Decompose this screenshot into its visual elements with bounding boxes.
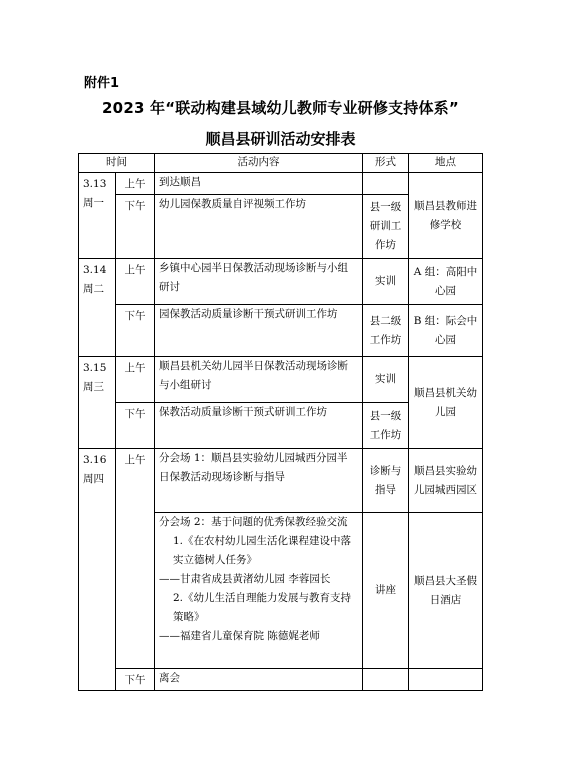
activity-form	[363, 173, 409, 195]
session-title: 分会场 2：基于问题的优秀保教经验交流	[159, 516, 348, 528]
weekday: 周二	[83, 283, 104, 295]
header-location: 地点	[409, 154, 483, 173]
activity-content: 顺昌县机关幼儿园半日保教活动现场诊断与小组研讨	[155, 357, 363, 403]
table-row	[79, 449, 483, 513]
date-cell	[79, 259, 116, 357]
activity-form: 县二级工作坊	[363, 305, 409, 357]
date-cell	[79, 173, 116, 259]
talk-1-title: 1.《在农村幼儿园生活化课程建设中落实立德树人任务》	[173, 535, 352, 566]
date: 3.16	[83, 454, 107, 466]
activity-content: 到达顺昌	[155, 173, 363, 195]
date-cell	[79, 357, 116, 449]
am-label: 上午	[116, 173, 155, 195]
activity-content: 保教活动质量诊断干预式研训工作坊	[155, 403, 363, 449]
date: 3.13	[83, 178, 107, 190]
talk-2-speaker: ——福建省儿童保育院 陈德娓老师	[159, 630, 320, 642]
pm-label: 下午	[116, 195, 155, 259]
activity-content: 离会	[155, 669, 363, 691]
schedule-table	[78, 153, 483, 691]
weekday: 周一	[83, 197, 104, 209]
pm-label: 下午	[116, 403, 155, 449]
activity-location: A 组：高阳中心园	[409, 259, 483, 305]
pm-label: 下午	[116, 305, 155, 357]
table-row	[79, 669, 483, 691]
date-cell	[79, 449, 116, 691]
activity-location: 顺昌县大圣假日酒店	[409, 513, 483, 669]
activity-content	[155, 513, 363, 669]
am-label: 上午	[116, 357, 155, 403]
activity-content: 分会场 1：顺昌县实验幼儿园城西分园半日保教活动现场诊断与指导	[155, 449, 363, 513]
activity-location: 顺昌县机关幼儿园	[409, 357, 483, 449]
date: 3.14	[83, 264, 107, 276]
table-row	[79, 259, 483, 305]
header-form: 形式	[363, 154, 409, 173]
activity-form: 县一级研训工作坊	[363, 195, 409, 259]
activity-content: 乡镇中心园半日保教活动现场诊断与小组研讨	[155, 259, 363, 305]
header-time: 时间	[79, 154, 155, 173]
document-subtitle: 顺昌县研训活动安排表	[205, 130, 356, 148]
activity-location: 顺昌县教师进修学校	[409, 173, 483, 259]
talk-2-title: 2.《幼儿生活自理能力发展与教育支持策略》	[173, 592, 352, 623]
table-row	[79, 357, 483, 403]
activity-content: 幼儿园保教质量自评视频工作坊	[155, 195, 363, 259]
activity-form: 实训	[363, 357, 409, 403]
date: 3.15	[83, 362, 107, 374]
weekday: 周四	[83, 473, 104, 485]
activity-content: 园保教活动质量诊断干预式研训工作坊	[155, 305, 363, 357]
activity-location: B 组：际会中心园	[409, 305, 483, 357]
activity-location: 顺昌县实验幼儿园城西园区	[409, 449, 483, 513]
activity-form: 县一级工作坊	[363, 403, 409, 449]
table-row	[79, 305, 483, 357]
header-content: 活动内容	[155, 154, 363, 173]
am-label: 上午	[116, 449, 155, 669]
activity-form	[363, 669, 409, 691]
activity-location	[409, 669, 483, 691]
weekday: 周三	[83, 381, 104, 393]
document-title: 2023 年“联动构建县域幼儿教师专业研修支持体系”	[102, 99, 459, 117]
pm-label: 下午	[116, 669, 155, 691]
activity-form: 诊断与指导	[363, 449, 409, 513]
am-label: 上午	[116, 259, 155, 305]
activity-form: 讲座	[363, 513, 409, 669]
table-row	[79, 173, 483, 195]
table-header-row	[79, 154, 483, 173]
attachment-label: 附件1	[84, 76, 120, 91]
activity-form: 实训	[363, 259, 409, 305]
talk-1-speaker: ——甘肃省成县黄渚幼儿园 李蓉园长	[159, 573, 331, 585]
